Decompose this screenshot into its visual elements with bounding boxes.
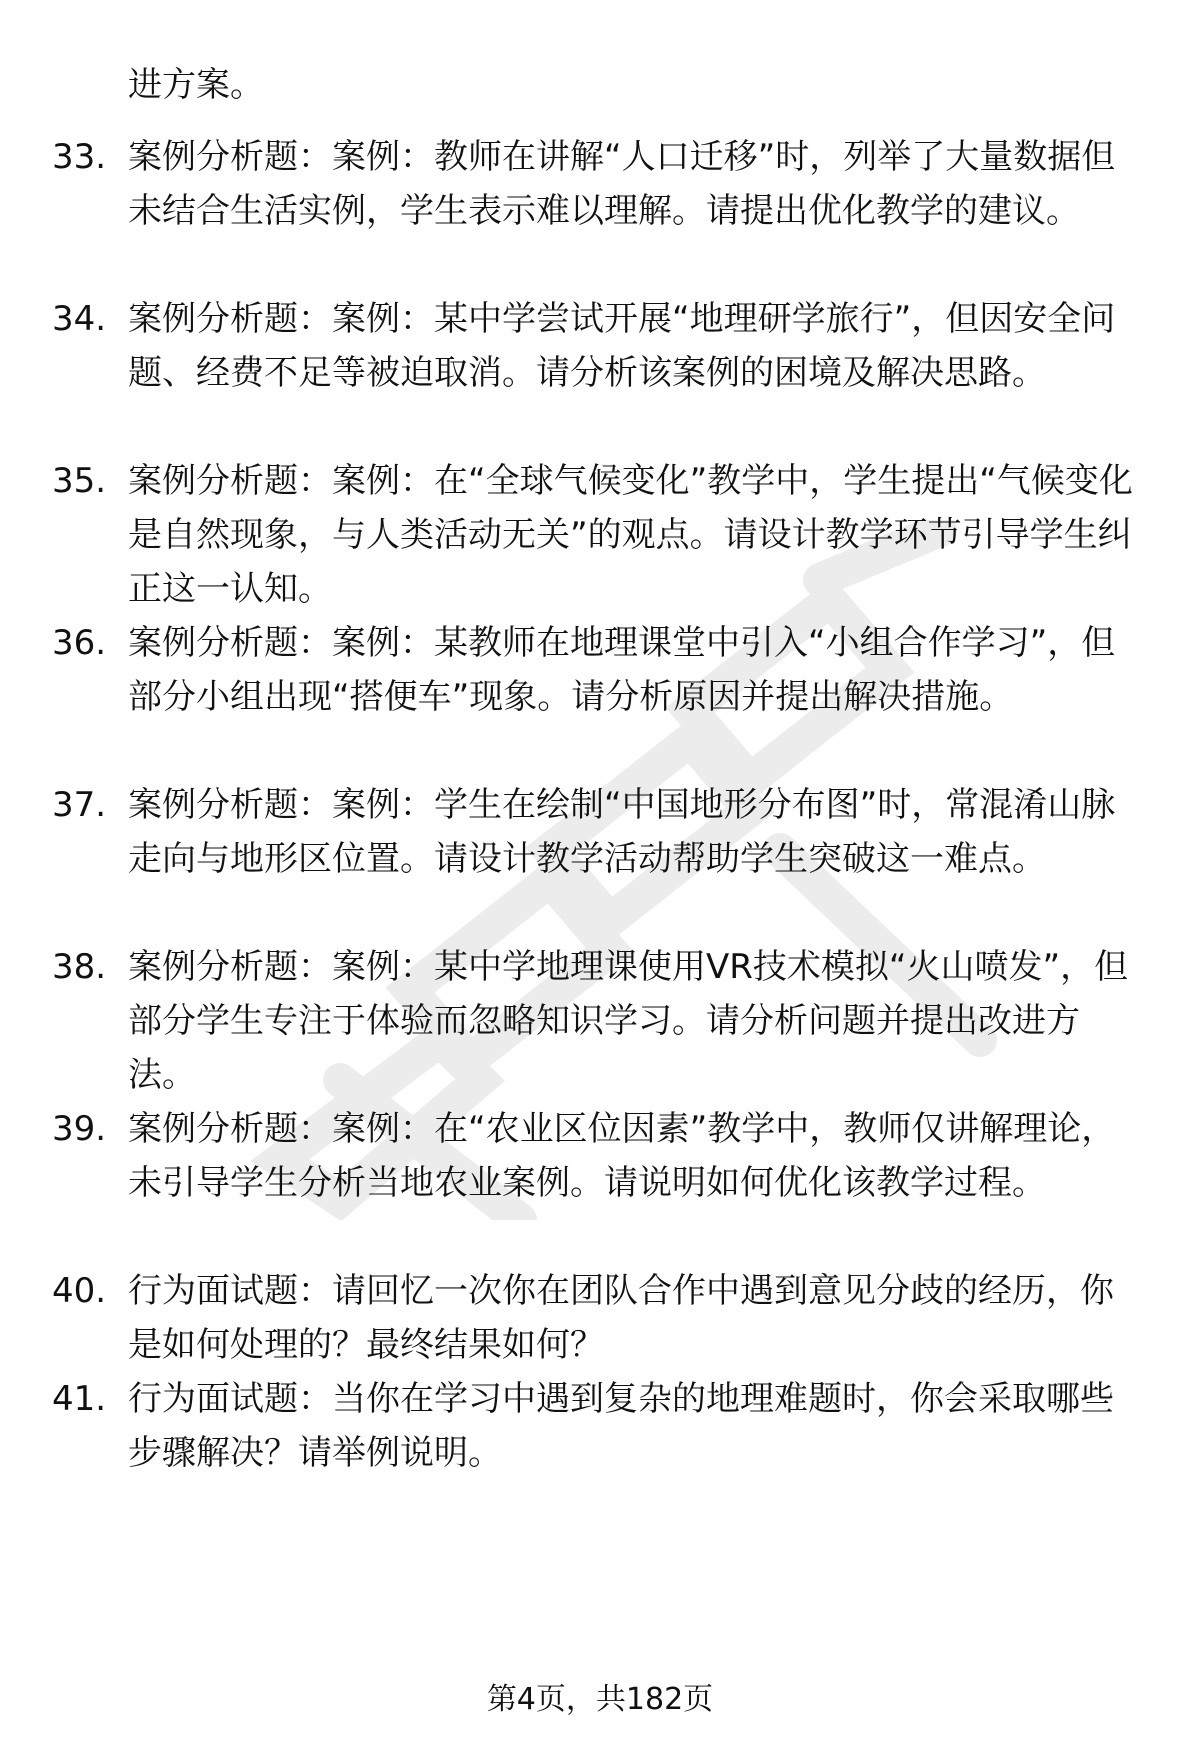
question-number: 38. [52, 947, 107, 987]
question-text: 案例分析题：案例：在“农业区位因素”教学中，教师仅讲解理论，未引导学生分析当地农业案例。请说明如何优化该教学过程。 [128, 1109, 1116, 1203]
question-text: 行为面试题：当你在学习中遇到复杂的地理难题时，你会采取哪些步骤解决？请举例说明。 [128, 1379, 1114, 1473]
question-number: 40. [52, 1271, 107, 1311]
question-number: 36. [52, 623, 107, 663]
question-number: 39. [52, 1109, 107, 1149]
question-text: 案例分析题：案例：学生在绘制“中国地形分布图”时，常混淆山脉走向与地形区位置。请设计教学活动帮助学生突破这一难点。 [128, 785, 1116, 879]
question-text: 案例分析题：案例：某教师在地理课堂中引入“小组合作学习”，但部分小组出现“搭便车”现象。请分析原因并提出解决措施。 [128, 623, 1116, 717]
question-number: 41. [52, 1379, 107, 1419]
question-text: 行为面试题：请回忆一次你在团队合作中遇到意见分歧的经历，你是如何处理的？最终结果如何？ [128, 1271, 1114, 1365]
question-number: 35. [52, 461, 107, 501]
page-footer: 第4页，共182页 [486, 1682, 714, 1717]
question-text: 案例分析题：案例：教师在讲解“人口迁移”时，列举了大量数据但未结合生活实例，学生表示难以理解。请提出优化教学的建议。 [128, 137, 1116, 231]
question-number: 33. [52, 137, 107, 177]
question-number: 37. [52, 785, 107, 825]
question-number: 34. [52, 299, 107, 339]
question-text: 案例分析题：案例：某中学地理课使用VR技术模拟“火山喷发”，但部分学生专注于体验而忽略知识学习。请分析问题并提出改进方法。 [128, 947, 1129, 1095]
question-text: 案例分析题：案例：在“全球气候变化”教学中，学生提出“气候变化是自然现象，与人类活动无关”的观点。请设计教学环节引导学生纠正这一认知。 [128, 461, 1133, 609]
question-text: 案例分析题：案例：某中学尝试开展“地理研学旅行”，但因安全问题、经费不足等被迫取消。请分析该案例的困境及解决思路。 [128, 299, 1116, 393]
continuation-text: 进方案。 [128, 65, 264, 105]
